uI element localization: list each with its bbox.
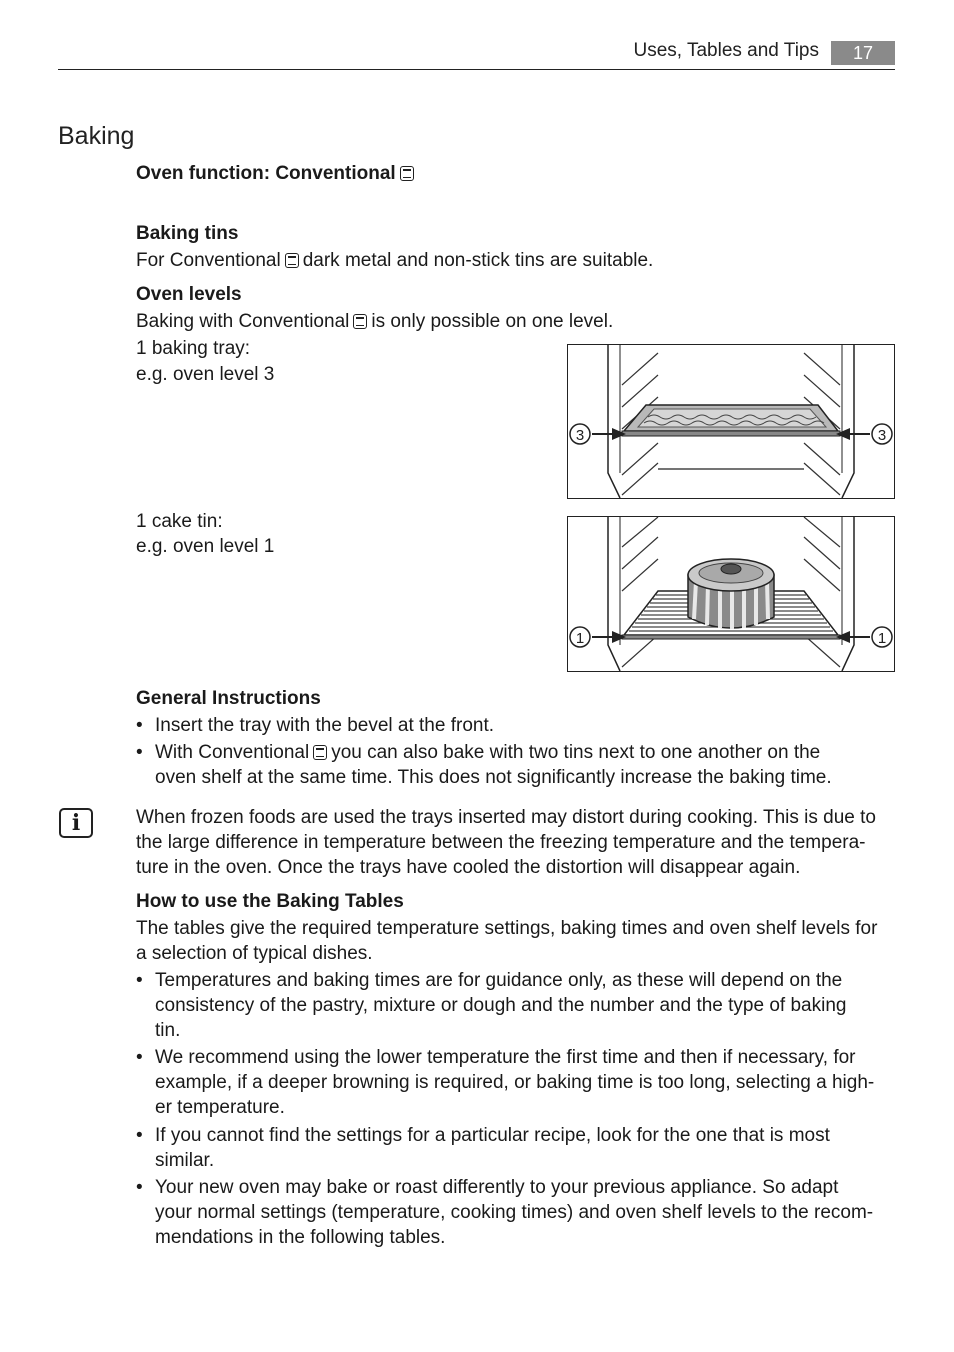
oven-function-label: Oven function: Conventional [136,163,396,184]
conventional-symbol-icon [285,253,299,268]
bullet-text: consistency of the pastry, mixture or dough and the number and the type of baking [155,995,847,1016]
bullet-text: tin. [155,1020,181,1041]
bullet-text: If you cannot find the settings for a particular recipe, look for the one that is most [155,1125,830,1146]
bullet-text-start: With Conventional [155,742,310,763]
cake-label: 1 cake tin: [136,511,223,532]
info-line: When frozen foods are used the trays inserted may distort during cooking. This is due to [136,807,876,828]
tray-level: e.g. oven level 3 [136,364,275,385]
page-number: 17 [831,41,895,65]
bullet-icon: • [136,1177,143,1198]
bullet-text: Insert the tray with the bevel at the front. [155,715,495,736]
conventional-symbol-icon [400,166,414,181]
baking-tins-text-end: dark metal and non-stick tins are suitable. [302,250,654,271]
general-heading: General Instructions [136,688,321,709]
bullet-text-end: you can also bake with two tins next to one another on the [331,742,821,763]
bullet-text: er temperature. [155,1097,285,1118]
tables-intro-line: The tables give the required temperature settings, baking times and oven shelf levels for [136,918,878,939]
bullet-icon: • [136,742,143,763]
info-line: ture in the oven. Once the trays have cooled the distortion will disappear again. [136,857,801,878]
oven-levels-text [136,309,613,334]
header-rule [58,69,895,70]
info-line: the large difference in temperature between the freezing temperature and the tempera- [136,832,866,853]
bullet-icon: • [136,970,143,991]
bullet-text: We recommend using the lower temperature the first time and then if necessary, for [155,1047,856,1068]
oven-function-line [136,161,418,186]
bullet-text: similar. [155,1150,215,1171]
oven-cake-drawing [568,517,894,671]
bullet-text-line2: oven shelf at the same time. This does not significantly increase the baking time. [155,767,832,788]
bullet-text: example, if a deeper browning is required, or baking time is too long, selecting a high- [155,1072,875,1093]
info-icon: i [59,808,93,838]
running-header: Uses, Tables and Tips [633,40,819,61]
level-marker-right: 3 [877,427,887,444]
baking-tins-text [136,248,653,273]
tables-heading: How to use the Baking Tables [136,891,404,912]
oven-cake-tin-illustration [567,516,895,672]
oven-levels-text-end: is only possible on one level. [371,311,614,332]
bullet-text: Your new oven may bake or roast differently to your previous appliance. So adapt [155,1177,839,1198]
page-title: Baking [58,122,135,150]
baking-tins-text-start: For Conventional [136,250,281,271]
baking-tins-heading: Baking tins [136,223,239,244]
cake-level: e.g. oven level 1 [136,536,275,557]
level-marker-right: 1 [877,630,887,647]
bullet-icon: • [136,715,143,736]
level-marker-left: 1 [575,630,585,647]
conventional-symbol-icon [313,745,327,760]
oven-tray-drawing [568,345,894,498]
level-marker-left: 3 [575,427,585,444]
bullet-icon: • [136,1047,143,1068]
oven-levels-heading: Oven levels [136,284,242,305]
bullet-text [155,740,820,765]
oven-tray-illustration [567,344,895,499]
bullet-text: your normal settings (temperature, cooking times) and oven shelf levels to the recom- [155,1202,874,1223]
bullet-text: mendations in the following tables. [155,1227,446,1248]
oven-levels-text-start: Baking with Conventional [136,311,350,332]
bullet-icon: • [136,1125,143,1146]
tray-label: 1 baking tray: [136,338,251,359]
bullet-text: Temperatures and baking times are for guidance only, as these will depend on the [155,970,843,991]
conventional-symbol-icon [353,314,367,329]
tables-intro-line: a selection of typical dishes. [136,943,373,964]
